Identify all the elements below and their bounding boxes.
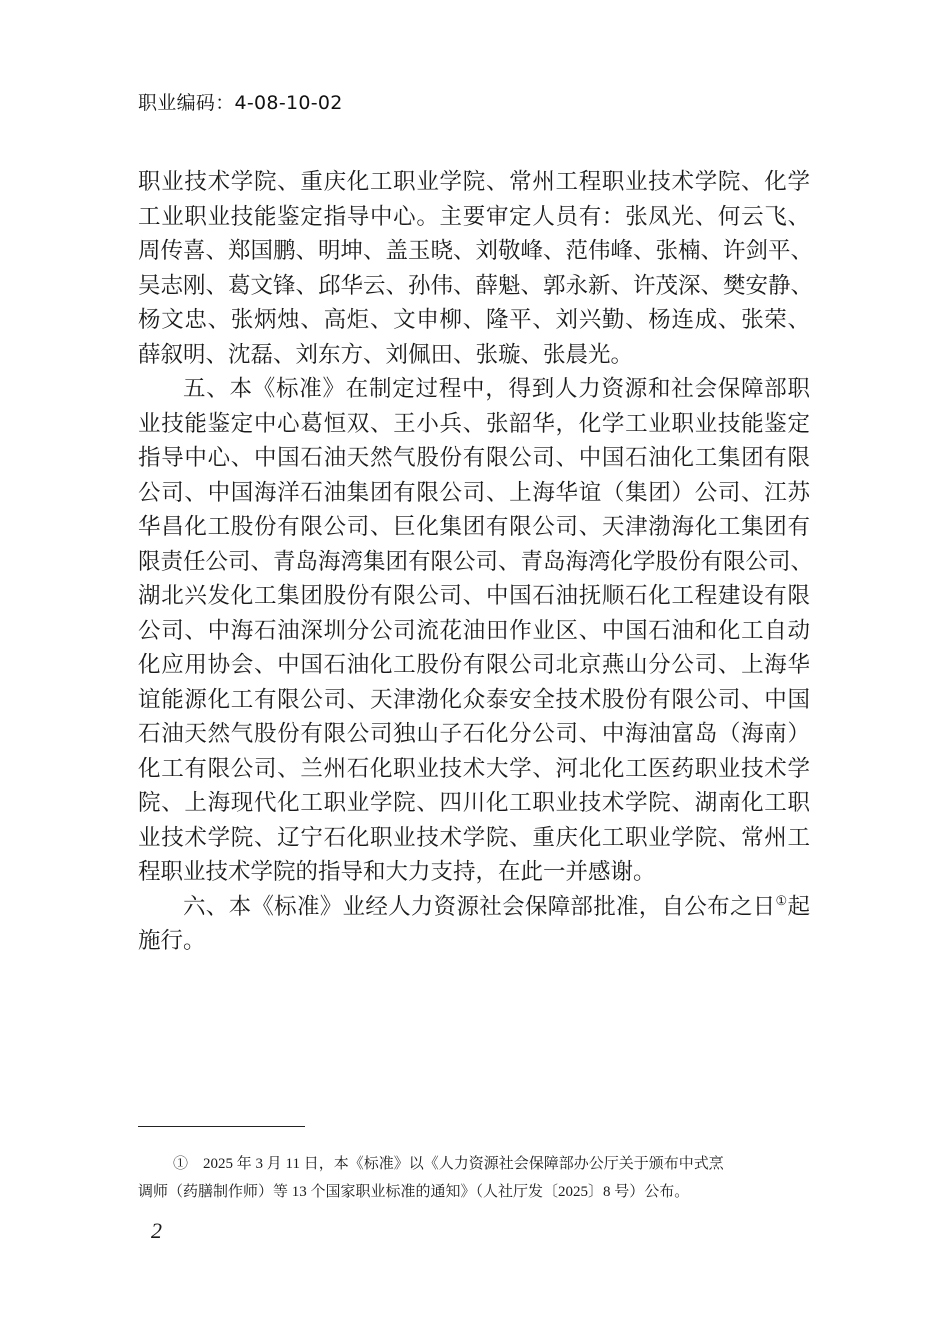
page-number: 2 xyxy=(151,1218,162,1243)
section-6-first-line xyxy=(138,890,810,925)
section-5-first-line: 五、本《标准》在制定过程中，得到人力资源和社会保障部职 xyxy=(183,376,810,402)
body-line: 湖北兴发化工集团股份有限公司、中国石油抚顺石化工程建设有限 xyxy=(138,583,810,609)
section-6-text-end: 起 xyxy=(787,893,810,920)
body-line: 指导中心、中国石油天然气股份有限公司、中国石油化工集团有限 xyxy=(138,445,810,471)
document-body xyxy=(138,165,814,959)
occupation-code-header: 职业编码：4-08-10-02 xyxy=(138,92,343,114)
body-line: 职业技术学院、重庆化工职业学院、常州工程职业技术学院、化学 xyxy=(138,169,810,195)
footnote-divider xyxy=(138,1126,305,1127)
body-line: 化工有限公司、兰州石化职业技术大学、河北化工医药职业技术学 xyxy=(138,755,810,782)
body-line: 石油天然气股份有限公司独山子石化分公司、中海油富岛（海南） xyxy=(138,721,810,747)
body-line: 化应用协会、中国石油化工股份有限公司北京燕山分公司、上海华 xyxy=(138,652,810,678)
body-line: 华昌化工股份有限公司、巨化集团有限公司、天津渤海化工集团有 xyxy=(138,514,810,540)
body-line: 周传喜、郑国鹏、明坤、盖玉晓、刘敬峰、范伟峰、张楠、许剑平、 xyxy=(138,238,814,264)
section-6-text: 六、本《标准》业经人力资源社会保障部批准，自公布之日 xyxy=(183,893,776,920)
footnote xyxy=(138,1150,802,1206)
body-line: 谊能源化工有限公司、天津渤化众泰安全技术股份有限公司、中国 xyxy=(138,686,810,713)
footnote-line: 调师（药膳制作师）等 13 个国家职业标准的通知》（人社厅发〔2025〕8 号）公布。 xyxy=(138,1184,690,1200)
body-line: 业技能鉴定中心葛恒双、王小兵、张韶华，化学工业职业技能鉴定 xyxy=(138,410,810,437)
body-line: 公司、中国海洋石油集团有限公司、上海华谊（集团）公司、江苏 xyxy=(138,479,810,506)
body-line: 院、上海现代化工职业学院、四川化工职业技术学院、湖南化工职 xyxy=(138,790,810,816)
footnote-reference-link[interactable]: ① xyxy=(775,893,788,909)
body-line: 吴志刚、葛文锋、邱华云、孙伟、薛魁、郭永新、许茂深、樊安静、 xyxy=(138,272,814,299)
body-line: 业技术学院、辽宁石化职业技术学院、重庆化工职业学院、常州工 xyxy=(138,824,810,851)
section-6-second-line: 施行。 xyxy=(138,928,206,954)
body-line: 程职业技术学院的指导和大力支持，在此一并感谢。 xyxy=(138,859,656,885)
body-line: 公司、中海石油深圳分公司流花油田作业区、中国石油和化工自动 xyxy=(138,617,810,644)
body-line: 工业职业技能鉴定指导中心。主要审定人员有：张凤光、何云飞、 xyxy=(138,203,810,230)
body-line: 杨文忠、张炳烛、高炬、文申柳、隆平、刘兴勤、杨连成、张荣、 xyxy=(138,307,810,333)
body-line: 限责任公司、青岛海湾集团有限公司、青岛海湾化学股份有限公司、 xyxy=(138,548,814,575)
footnote-line: ① 2025 年 3 月 11 日，本《标准》以《人力资源社会保障部办公厅关于颁布中式烹 xyxy=(173,1156,724,1172)
body-line: 薛叙明、沈磊、刘东方、刘佩田、张璇、张晨光。 xyxy=(138,341,634,368)
